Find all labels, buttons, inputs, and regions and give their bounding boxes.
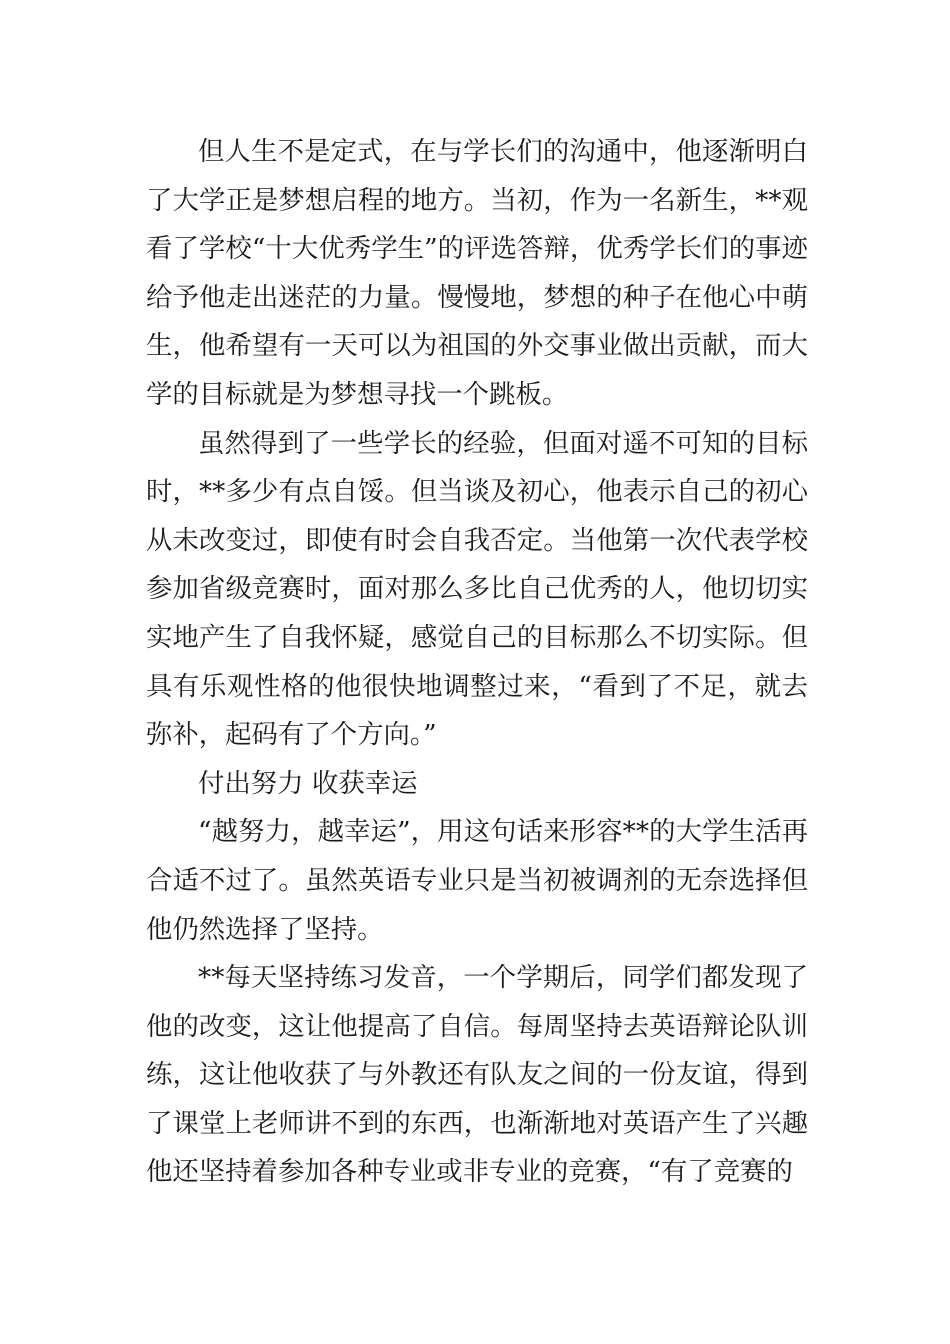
paragraph-1: 但人生不是定式，在与学长们的沟通中，他逐渐明白了大学正是梦想启程的地方。当初，作为一名新生，**观看了学校“十大优秀学生”的评选答辩，优秀学长们的事迹给予他走出迷茫的力量。慢慢地，梦想的种子在他心中萌生，他希望有一天可以为祖国的外交事业做出贡献，而大学的目标就是为梦想寻找一个跳板。 <box>146 136 808 410</box>
paragraph-3: “越努力，越幸运”，用这句话来形容**的大学生活再合适不过了。虽然英语专业只是当初被调剂的无奈选择但他仍然选择了坚持。 <box>146 816 808 945</box>
paragraph-4: **每天坚持练习发音，一个学期后，同学们都发现了他的改变，这让他提高了自信。每周坚持去英语辩论队训练，这让他收获了与外教还有队友之间的一份友谊，得到了课堂上老师讲不到的东西，也渐渐地对英语产生了兴趣他还坚持着参加各种专业或非专业的竞赛，“有了竞赛的 <box>146 962 808 1188</box>
paragraph-2: 虽然得到了一些学长的经验，但面对遥不可知的目标时，**多少有点自馁。但当谈及初心，他表示自己的初心从未改变过，即使有时会自我否定。当他第一次代表学校参加省级竞赛时，面对那么多比自己优秀的人，他切切实实地产生了自我怀疑，感觉自己的目标那么不切实际。但具有乐观性格的他很快地调整过来，“看到了不足，就去弥补，起码有了个方向。” <box>146 427 808 751</box>
section-heading: 付出努力 收获幸运 <box>198 767 418 799</box>
document-body <box>146 128 808 1197</box>
